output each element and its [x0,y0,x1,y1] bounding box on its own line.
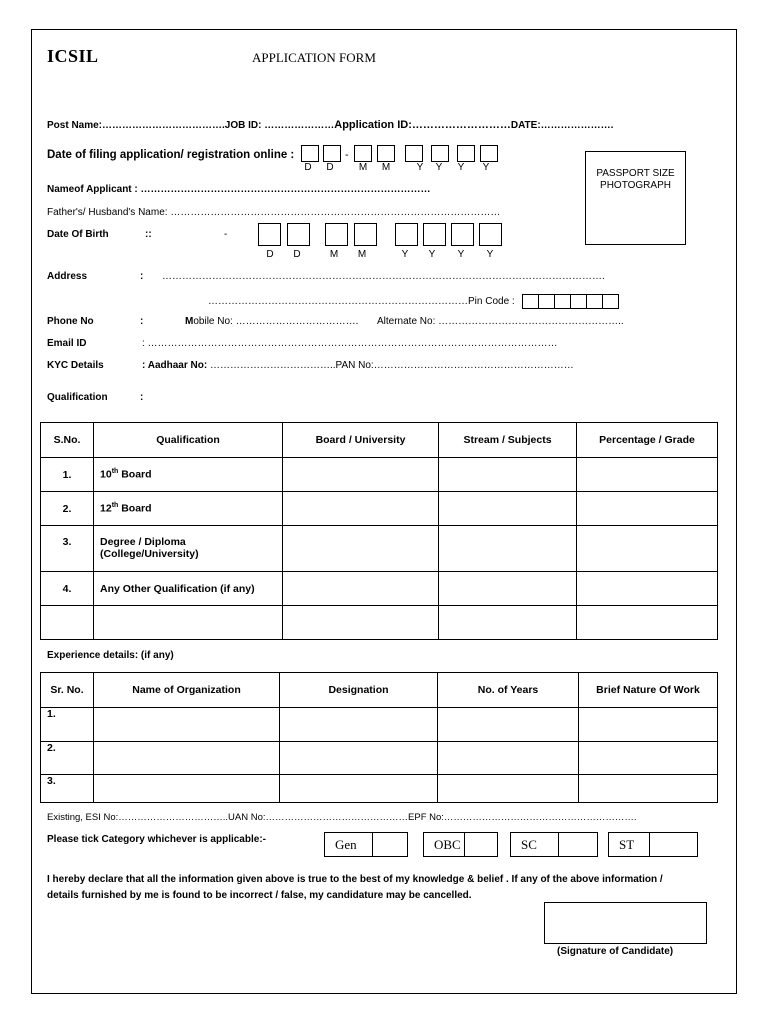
category-obc-label: OBC [434,837,461,852]
post-job-line [47,119,613,131]
address-label: Address [47,271,88,282]
table-row [41,458,718,492]
row-qualification [94,458,283,492]
phone-colon: : [140,316,144,327]
qualification-label: Qualification [47,392,108,403]
category-sc[interactable] [510,832,598,857]
col-header: Stream / Subjects [439,423,577,458]
photo-label: PASSPORT SIZE PHOTOGRAPH [596,168,675,191]
kyc-fields[interactable] [142,360,574,371]
pin-box[interactable] [554,294,571,309]
board-cell[interactable] [283,572,439,606]
grade-cell[interactable] [577,526,718,572]
filing-box-y2[interactable] [431,145,449,162]
dob-caption: Y [428,249,436,260]
filing-caption: Y [482,162,490,173]
passport-photo-box[interactable] [585,151,686,245]
col-header: Designation [280,673,438,708]
declaration-line-2: details furnished by me is found to be incorrect / false, my candidature may be cancelled. [47,890,472,901]
dob-box-y1[interactable] [395,223,418,246]
pin-code-boxes[interactable] [523,294,619,309]
qualification-colon: : [140,392,144,403]
post-name-field[interactable]: Post Name:………………………………. [47,120,225,131]
table-row [41,708,718,742]
filing-caption: Y [435,162,443,173]
row-sno: 4. [41,572,94,606]
years-cell[interactable] [438,775,579,803]
aadhaar-label: : Aadhaar No: [142,360,208,371]
table-row-empty [41,606,718,640]
board-cell[interactable] [283,606,439,640]
form-title: APPLICATION FORM [252,50,376,65]
board-cell[interactable] [283,526,439,572]
col-header: Qualification [94,423,283,458]
category-sc-tick[interactable] [558,833,597,856]
row-sno: 2. [41,742,94,775]
category-gen-label: Gen [335,837,357,852]
grade-cell[interactable] [577,572,718,606]
filing-date-label: Date of filing application/ registration online : [47,149,295,161]
pin-box[interactable] [538,294,555,309]
mobile-text: obile No: ………………………………. [193,316,359,327]
grade-cell[interactable] [577,458,718,492]
col-header: S.No. [41,423,94,458]
kyc-label: KYC Details [47,360,104,371]
pin-box[interactable] [602,294,619,309]
filing-caption: D [326,162,334,173]
aadhaar-pan-line: ………………………………..PAN No:…………………………………………………… [209,360,574,371]
filing-box-y4[interactable] [480,145,498,162]
board-cell[interactable] [283,458,439,492]
filing-box-y3[interactable] [457,145,475,162]
dob-caption: Y [457,249,465,260]
category-st[interactable] [608,832,698,857]
years-cell[interactable] [438,742,579,775]
phone-label: Phone No [47,316,94,327]
logo: ICSIL [47,46,99,66]
qualification-header-row [41,423,718,458]
dob-caption: M [329,249,339,260]
qual-rest: Board [118,468,152,481]
pin-box[interactable] [570,294,587,309]
dob-caption: Y [486,249,494,260]
applicant-name-field[interactable]: Nameof Applicant : …………………………………………………………………………… [47,184,431,195]
experience-table [40,672,718,803]
esi-uan-epf-field[interactable]: Existing, ESI No:……………………………..UAN No:………………………………………EPF No:……………………………………………………. [47,812,637,823]
designation-cell[interactable] [280,742,438,775]
organization-cell[interactable] [94,775,280,803]
stream-cell[interactable] [439,458,577,492]
mobile-initial: M [185,316,194,327]
filing-box-m2[interactable] [377,145,395,162]
qual-text-2: (College/University) [100,548,199,560]
grade-cell[interactable] [577,492,718,526]
filing-caption: M [381,162,391,173]
mobile-field[interactable] [185,316,358,327]
category-obc-tick[interactable] [464,833,497,856]
work-cell[interactable] [579,775,718,803]
table-row [41,492,718,526]
stream-cell[interactable] [439,526,577,572]
row-qualification [94,526,283,572]
address-line-2[interactable] [208,294,619,309]
col-header: No. of Years [438,673,579,708]
work-cell[interactable] [579,708,718,742]
filing-dash: - [345,149,349,161]
stream-cell[interactable] [439,492,577,526]
pin-box[interactable] [586,294,603,309]
email-field[interactable]: : …………………………………………………………………………………………………………… [142,338,558,349]
filing-caption: Y [457,162,465,173]
alternate-number-field[interactable]: Alternate No: ……………………………………………….. [377,316,624,327]
grade-cell[interactable] [577,606,718,640]
experience-label: Experience details: (if any) [47,650,174,661]
category-gen-tick[interactable] [372,833,407,856]
designation-cell[interactable] [280,708,438,742]
experience-header-row [41,673,718,708]
signature-box[interactable] [544,902,707,944]
row-sno: 3. [41,775,94,803]
qualification-table [40,422,718,640]
organization-cell[interactable] [94,708,280,742]
category-st-tick[interactable] [649,833,697,856]
category-sc-label: SC [521,837,537,852]
filing-box-d2[interactable] [323,145,341,162]
row-sno: 1. [41,708,94,742]
dob-box-d2[interactable] [287,223,310,246]
stream-cell[interactable] [439,606,577,640]
sno-cell[interactable] [41,606,94,640]
qual-sup: th [111,468,119,476]
col-header: Board / University [283,423,439,458]
col-header: Sr. No. [41,673,94,708]
filing-caption: D [304,162,312,173]
dob-box-d1[interactable] [258,223,281,246]
dob-colon: :: [145,229,152,240]
email-label: Email ID [47,338,87,349]
years-cell[interactable] [438,708,579,742]
row-qualification: Any Other Qualification (if any) [94,572,283,606]
category-gen[interactable] [324,832,408,857]
row-qualification [94,492,283,526]
qual-sup: th [111,502,119,510]
declaration-line-1: I hereby declare that all the information given above is true to the best of my knowledge & belief . If any of the above information / [47,874,663,885]
category-obc[interactable] [423,832,498,857]
father-husband-name-field[interactable]: Father's/ Husband's Name: ……………………………………………………………………………………… [47,207,501,218]
filing-box-d1[interactable] [301,145,319,162]
category-label: Please tick Category whichever is applicable:- [47,834,266,845]
address-line-1[interactable]: ……………………………………………………………………………………………………………………. [162,271,605,282]
dob-caption: D [266,249,274,260]
stream-cell[interactable] [439,572,577,606]
qual-text: Degree / Diploma [100,536,186,548]
col-header: Brief Nature Of Work [579,673,718,708]
filing-box-y1[interactable] [405,145,423,162]
qualification-cell[interactable] [94,606,283,640]
qual-rest: Board [118,502,152,515]
dob-box-m1[interactable] [325,223,348,246]
filing-caption: M [358,162,368,173]
filing-box-m1[interactable] [354,145,372,162]
date-field[interactable]: DATE:…………………. [510,120,614,131]
qual-text: 12 [100,502,112,515]
job-id-field[interactable]: JOB ID: ………………… [224,120,335,131]
table-row [41,572,718,606]
board-cell[interactable] [283,492,439,526]
application-id-field[interactable]: Application ID:……………………… [334,119,511,131]
signature-label: (Signature of Candidate) [557,946,674,957]
organization-cell[interactable] [94,742,280,775]
dob-box-y3[interactable] [451,223,474,246]
dob-label: Date Of Birth [47,229,109,240]
dob-caption: D [293,249,301,260]
designation-cell[interactable] [280,775,438,803]
qual-text: 10 [100,468,112,481]
dob-dash: - [224,229,228,240]
dob-box-y4[interactable] [479,223,502,246]
col-header: Percentage / Grade [577,423,718,458]
dob-caption: Y [401,249,409,260]
address-line-2-text: ……………………………………………………………………Pin Code : [208,296,515,308]
table-row [41,526,718,572]
row-sno: 3. [41,526,94,572]
table-row [41,742,718,775]
row-sno: 1. [41,458,94,492]
address-colon: : [140,271,144,282]
dob-box-y2[interactable] [423,223,446,246]
row-sno: 2. [41,492,94,526]
pin-box[interactable] [522,294,539,309]
work-cell[interactable] [579,742,718,775]
category-st-label: ST [619,837,635,852]
table-row [41,775,718,803]
dob-box-m2[interactable] [354,223,377,246]
dob-caption: M [357,249,367,260]
filing-caption: Y [416,162,424,173]
col-header: Name of Organization [94,673,280,708]
